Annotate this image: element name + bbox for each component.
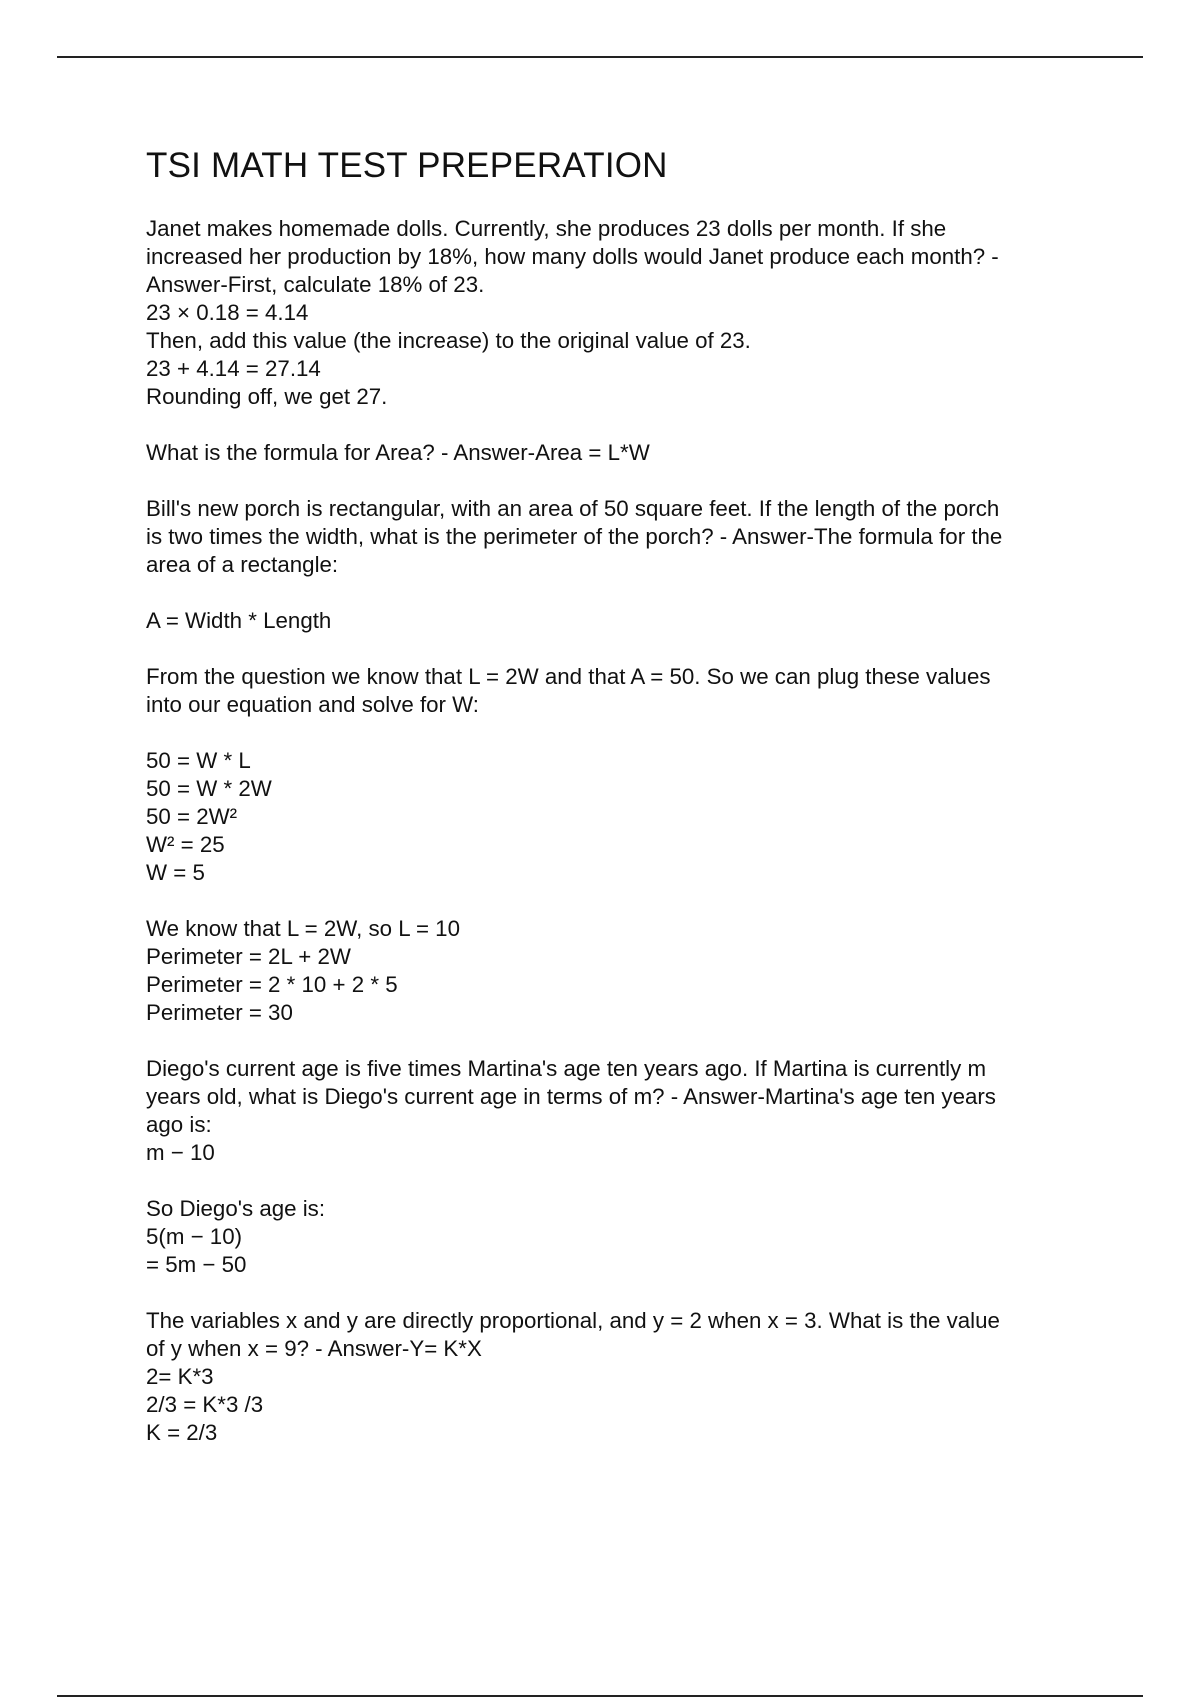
porch-width-steps [146, 747, 1096, 887]
text-line: Perimeter = 2 * 10 + 2 * 5 [146, 972, 398, 997]
text-line: 2/3 = K*3 /3 [146, 1392, 264, 1417]
text-line: 2= K*3 [146, 1364, 214, 1389]
text-line: Answer-First, calculate 18% of 23. [146, 272, 485, 297]
text-line: m − 10 [146, 1140, 215, 1165]
text-line: We know that L = 2W, so L = 10 [146, 916, 460, 941]
question-janet-dolls [146, 215, 1096, 411]
text-line: 23 + 4.14 = 27.14 [146, 356, 321, 381]
diego-age-steps [146, 1195, 1096, 1279]
text-line: W² = 25 [146, 832, 225, 857]
text-line: years old, what is Diego's current age in terms of m? - Answer-Martina's age ten years [146, 1084, 996, 1109]
text-line: 50 = W * 2W [146, 776, 272, 801]
text-line: 50 = W * L [146, 748, 251, 773]
text-line: A = Width * Length [146, 608, 332, 633]
page-title: TSI MATH TEST PREPERATION [146, 146, 668, 185]
text-line: From the question we know that L = 2W and that A = 50. So we can plug these values [146, 664, 991, 689]
text-line: Janet makes homemade dolls. Currently, she produces 23 dolls per month. If she [146, 216, 947, 241]
bottom-rule [57, 1695, 1143, 1697]
question-bill-porch [146, 495, 1096, 579]
document-body [146, 144, 1096, 1475]
text-line: What is the formula for Area? - Answer-Area = L*W [146, 440, 650, 465]
text-line: W = 5 [146, 860, 205, 885]
text-line: increased her production by 18%, how many dolls would Janet produce each month? - [146, 244, 999, 269]
porch-perimeter-steps [146, 915, 1096, 1027]
area-equation [146, 607, 1096, 635]
text-line: of y when x = 9? - Answer-Y= K*X [146, 1336, 482, 1361]
porch-explanation [146, 663, 1096, 719]
text-line: 50 = 2W² [146, 804, 238, 829]
text-line: = 5m − 50 [146, 1252, 247, 1277]
question-diego-age [146, 1055, 1096, 1167]
text-line: ago is: [146, 1112, 212, 1137]
text-line: into our equation and solve for W: [146, 692, 480, 717]
text-line: Perimeter = 30 [146, 1000, 293, 1025]
text-line: Rounding off, we get 27. [146, 384, 388, 409]
text-line: Bill's new porch is rectangular, with an area of 50 square feet. If the length of the porch [146, 496, 1000, 521]
text-line: 23 × 0.18 = 4.14 [146, 300, 309, 325]
text-line: 5(m − 10) [146, 1224, 243, 1249]
text-line: Diego's current age is five times Martina's age ten years ago. If Martina is currently m [146, 1056, 987, 1081]
top-rule [57, 56, 1143, 58]
text-line: area of a rectangle: [146, 552, 339, 577]
text-line: Then, add this value (the increase) to the original value of 23. [146, 328, 751, 353]
text-line: The variables x and y are directly proportional, and y = 2 when x = 3. What is the value [146, 1308, 1000, 1333]
question-area-formula [146, 439, 1096, 467]
text-line: Perimeter = 2L + 2W [146, 944, 351, 969]
text-line: is two times the width, what is the perimeter of the porch? - Answer-The formula for the [146, 524, 1003, 549]
question-direct-proportion [146, 1307, 1096, 1447]
text-line: So Diego's age is: [146, 1196, 326, 1221]
text-line: K = 2/3 [146, 1420, 218, 1445]
